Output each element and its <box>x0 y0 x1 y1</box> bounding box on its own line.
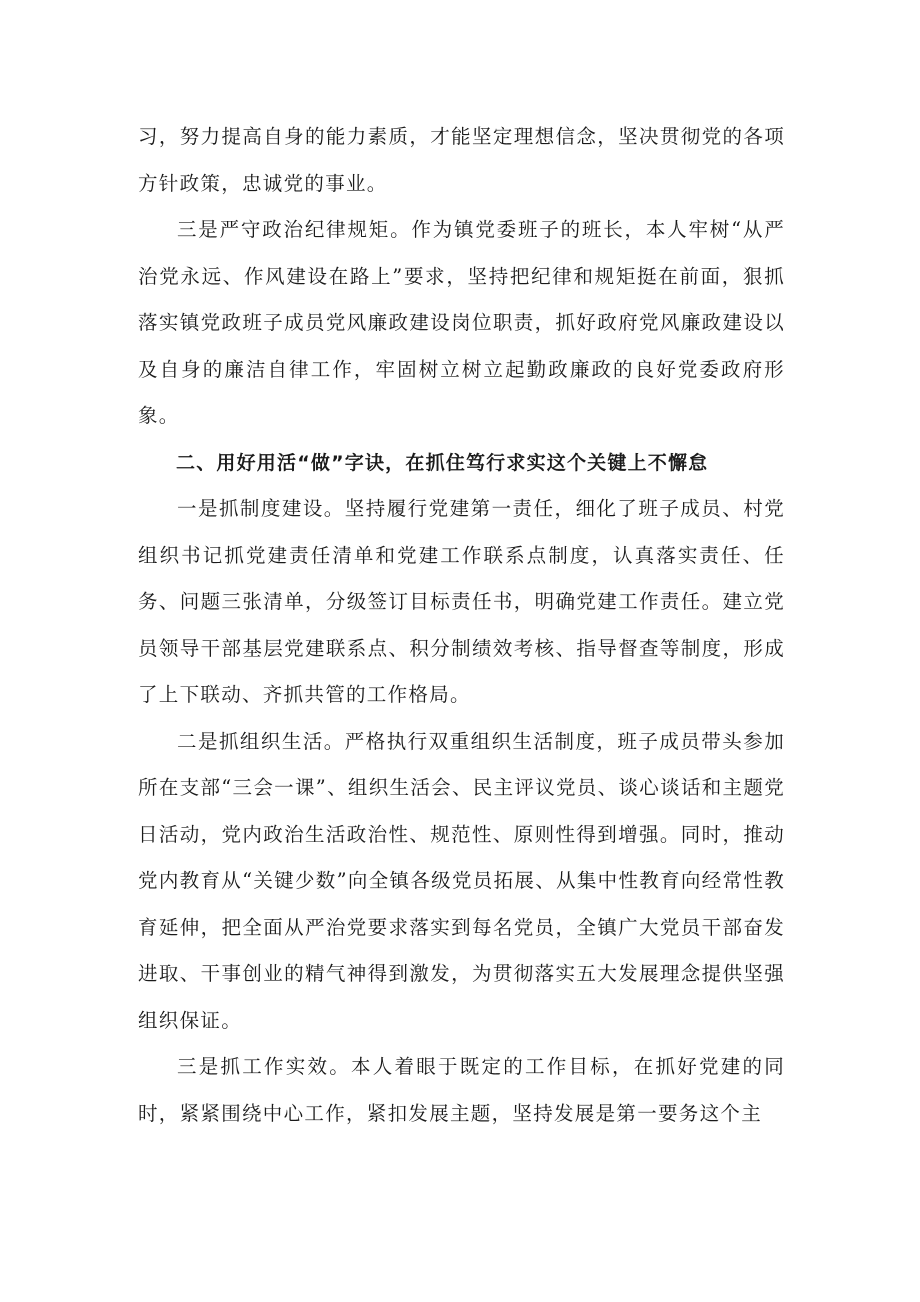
paragraph-political-discipline: 三是严守政治纪律规矩。作为镇党委班子的班长，本人牢树“从严治党永远、作风建设在路上”要求，坚持把纪律和规矩挺在前面，狠抓落实镇党政班子成员党风廉政建设岗位职责，抓好政府党风廉政建设以及自身的廉洁自律工作，牢固树立树立起勤政廉政的良好党委政府形象。 <box>138 218 785 427</box>
paragraph-continued: 习，努力提高自身的能力素质，才能坚定理想信念，坚决贯彻党的各项方针政策，忠诚党的事业。 <box>138 125 785 195</box>
paragraph-work-results: 三是抓工作实效。本人着眼于既定的工作目标，在抓好党建的同时，紧紧围绕中心工作，紧扣发展主题，坚持发展是第一要务这个主 <box>138 1055 785 1125</box>
document-body <box>138 114 785 1137</box>
section-heading: 二、用好用活“做”字诀，在抓住笃行求实这个关键上不懈怠 <box>176 451 709 474</box>
paragraph-system-building: 一是抓制度建设。坚持履行党建第一责任，细化了班子成员、村党组织书记抓党建责任清单和党建工作联系点制度，认真落实责任、任务、问题三张清单，分级签订目标责任书，明确党建工作责任。建立党员领导干部基层党建联系点、积分制绩效考核、指导督查等制度，形成了上下联动、齐抓共管的工作格局。 <box>138 497 785 706</box>
paragraph-organization-life: 二是抓组织生活。严格执行双重组织生活制度，班子成员带头参加所在支部“三会一课”、组织生活会、民主评议党员、谈心谈话和主题党日活动，党内政治生活政治性、规范性、原则性得到增强。同时，推动党内教育从“关键少数”向全镇各级党员拓展、从集中性教育向经常性教育延伸，把全面从严治党要求落实到每名党员，全镇广大党员干部奋发进取、干事创业的精气神得到激发，为贯彻落实五大发展理念提供坚强组织保证。 <box>138 729 785 1032</box>
